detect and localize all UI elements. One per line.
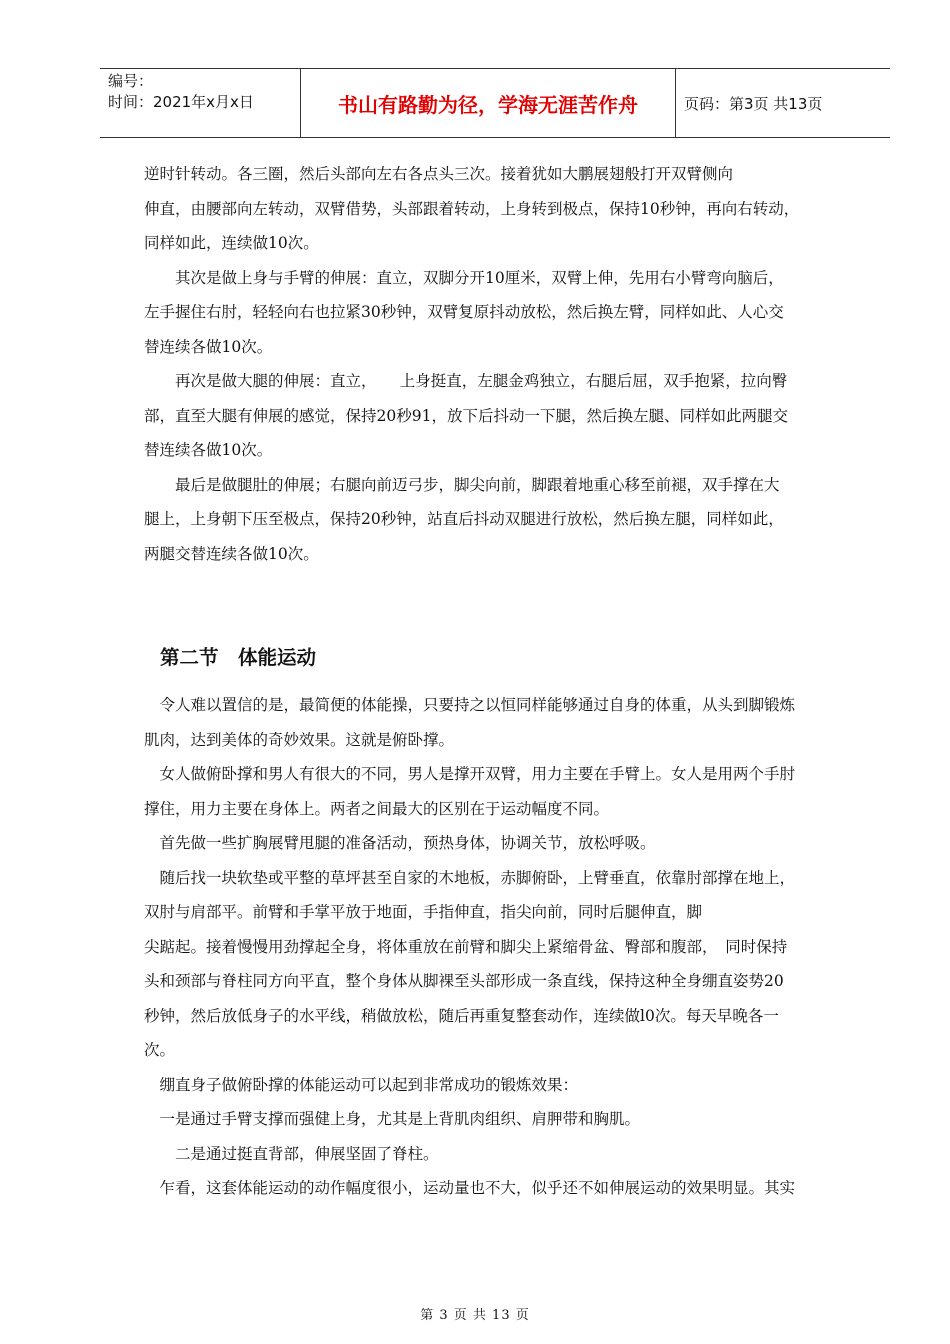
text-line: 同样如此，连续做10次。 — [144, 234, 319, 252]
text-line: 伸直，由腰部向左转动，双臂借势，头部跟着转动，上身转到极点，保持10秒钟，再向右转动， — [144, 199, 800, 218]
text-line: 首先做一些扩胸展臂甩腿的准备活动，预热身体，协调关节，放松呼吸。 — [144, 834, 656, 852]
header-meta — [100, 69, 300, 137]
header-motto: 书山有路勤为径，学海无涯苦作舟 — [338, 92, 638, 117]
text-line: 左手握住右肘，轻轻向右也拉紧30秒钟，双臂复原抖动放松，然后换左臂，同样如此、人心交 — [144, 303, 784, 321]
text-line: 乍看，这套体能运动的动作幅度很小，运动量也不大，似乎还不如伸展运动的效果明显。其实 — [144, 1179, 796, 1197]
text-line: 二是通过挺直背部，伸展坚固了脊柱。 — [144, 1144, 439, 1163]
text-line: 次。 — [144, 1041, 176, 1059]
document-header — [100, 68, 890, 138]
text-line: 绷直身子做俯卧撑的体能运动可以起到非常成功的锻炼效果： — [144, 1075, 579, 1094]
text-line: 秒钟，然后放低身子的水平线，稍做放松，随后再重复整套动作，连续做l0次。每天早晚各一 — [144, 1006, 779, 1025]
text-line: 两腿交替连续各做10次。 — [144, 544, 319, 563]
time-label: 时间：2021年x月x日 — [108, 93, 254, 111]
text-line: 肌肉，达到美体的奇妙效果。这就是俯卧撑。 — [144, 730, 455, 749]
text-line: 再次是做大腿的伸展：直立， 上身挺直，左腿金鸡独立，右腿后屈，双手抱紧，拉向臀 — [144, 372, 788, 390]
text-line: 令人难以置信的是，最简便的体能操，只要持之以恒同样能够通过自身的体重，从头到脚锻炼 — [144, 696, 796, 714]
text-line: 腿上，上身朝下压至极点，保持20秒钟，站直后抖动双腿进行放松，然后换左腿，同样如此， — [144, 510, 784, 528]
page-footer: 第 3 页 共 13 页 — [420, 1308, 530, 1323]
section1-body — [144, 157, 858, 571]
text-line: 替连续各做10次。 — [144, 337, 273, 356]
section2-body — [144, 688, 858, 1206]
text-line: 逆时针转动。各三圈，然后头部向左右各点头三次。接着犹如大鹏展翅般打开双臂侧向 — [144, 165, 734, 183]
text-line: 部，直至大腿有伸展的感觉，保持20秒91，放下后抖动一下腿，然后换左腿、同样如此两腿交 — [144, 406, 788, 425]
text-line: 尖踮起。接着慢慢用劲撑起全身，将体重放在前臂和脚尖上紧缩骨盆、臀部和腹部， 同时保持 — [144, 937, 788, 956]
text-line: 女人做俯卧撑和男人有很大的不同，男人是撑开双臂，用力主要在手臂上。女人是用两个手肘 — [144, 765, 796, 783]
text-line: 替连续各做10次。 — [144, 441, 273, 459]
header-page-info: 页码：第3页 共13页 — [684, 94, 823, 113]
section2-paragraphs — [144, 688, 858, 1206]
text-line: 随后找一块软垫或平整的草坪甚至自家的木地板，赤脚俯卧，上臂垂直，依靠肘部撑在地上， — [144, 868, 796, 887]
text-line: 一是通过手臂支撑而强健上身，尤其是上背肌肉组织、肩胛带和胸肌。 — [144, 1110, 641, 1128]
serial-label: 编号： — [108, 72, 154, 90]
section1-paragraphs — [144, 157, 858, 571]
section2-title: 第二节 体能运动 — [160, 646, 317, 669]
text-line: 其次是做上身与手臂的伸展：直立，双脚分开10厘米，双臂上伸，先用右小臂弯向脑后， — [144, 268, 784, 287]
text-line: 头和颈部与脊柱同方向平直，整个身体从脚裸至头部形成一条直线，保持这种全身绷直姿势20 — [144, 972, 784, 990]
text-line: 最后是做腿肚的伸展；右腿向前迈弓步，脚尖向前，脚跟着地重心移至前褪，双手撑在大 — [144, 475, 780, 494]
text-line: 双肘与肩部平。前臂和手掌平放于地面，手指伸直，指尖向前，同时后腿伸直，脚 — [144, 903, 703, 921]
text-line: 撑住，用力主要在身体上。两者之间最大的区别在于运动幅度不同。 — [144, 799, 610, 818]
